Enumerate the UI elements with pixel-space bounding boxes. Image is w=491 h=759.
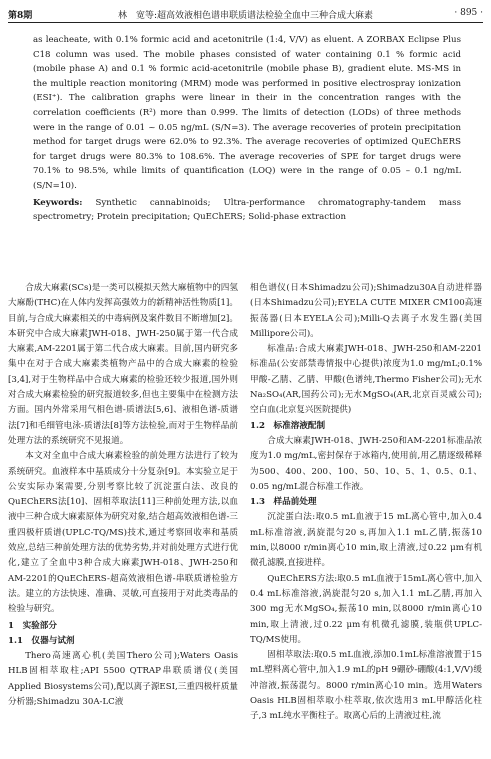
instruments-continued: 相色谱仪(日本Shimadzu公司);Shimadzu30A自动进样器(日本Shimadzu公司);EYELA CUTE MIXER CM100高速振荡器(日本EYELA公司);Milli-Q去离子水发生器(美国Millipore公司)。 xyxy=(250,283,482,339)
running-header xyxy=(8,6,483,22)
spe-paragraph: 固相萃取法:取0.5 mL血液,添加0.1mL标准溶液置于15 mL塑料离心管中,加入1.9 mL的pH 9硼砂-硼酸(4:1,V/V)缓冲溶液,振荡混匀。8000 r/min离心10 min。选用Waters Oasis HLB固相萃取小柱萃取,依次选用3 mL甲醇活化柱子,3 mL纯水平衡柱子。取离心后的上清液过柱,流 xyxy=(250,650,482,722)
abstract-text: as leacheate, with 0.1% formic acid and acetonitrile (1:4, V/V) as eluent. A ZORBAX Eclipse Plus C18 column was used. The mobile phases consisted of water containing 0.1 % formic acid (mobile phase A) and 0.1 % formic acid-acetonitrile (mobile phase B), gradient elute. MS-MS in the multiple reaction monitoring (MRM) mode was performed in positive electrospray ionization (ESI⁺). The calibration graphs were linear in their in the concentration ranges with the correlation coefficients (R²) more than 0.999. The limits of detection (LODs) of three methods were in the range of 0.01 ~ 0.05 ng/mL (S/N=3). The average recoveries of protein precipitation method for target drugs were 62.0% to 92.3%. The average recoveries of optimized QuEChERS for target drugs were 80.3% to 108.6%. The average recoveries of SPE for target drugs were 70.1% to 98.5%, while limits of quantification (LOQ) were in the range of 0.05 – 0.1 ng/mL (S/N=10). xyxy=(33,35,461,191)
instruments-paragraph: Thero高速离心机(美国Thero公司);Waters Oasis HLB固相萃取柱;API 5500 QTRAP串联质谱仪(美国Applied Biosystems公司),配以离子源ESI,三重四极杆质量分析器;Shimadzu 30A-LC液 xyxy=(8,651,238,708)
section-heading-experiment: 1 实验部分 xyxy=(8,620,57,631)
intro-paragraph-1: 合成大麻素(SCs)是一类可以模拟天然大麻植物中的四氢大麻酚(THC)在人体内发挥高强效力的新精神活性物质[1]。目前,与合成大麻素相关的中毒病例及案件数目不断增加[2]。本研究中合成大麻素JWH-018、JWH-250属于第一代合成大麻素,AM-2201属于第二代合成大麻素。目前,国内研究多集中在对于合成大麻素类植物产品中的合成大麻素的检验[3,4],对于生物样品中合成大麻素的检验还较少报道,国外则对合成大麻素检验的研究报道较多,但也主要集中在检测方法方面。国内外常采用气相色谱-质谱法[5,6]、液相色谱-质谱法[7]和毛细管电泳-质谱法[8]等方法检验,而对于生物样品前处理方法的系统研究不见报道。 xyxy=(8,283,238,446)
header-rule xyxy=(8,22,483,23)
protein-precipitation-paragraph: 沉淀蛋白法:取0.5 mL血液于15 mL离心管中,加入0.4 mL标准溶液,涡旋混匀20 s,再加入1.1 mL乙腈,振荡10 min,以8000 r/min离心10 min,取上清液,过0.22 μm有机微孔滤膜,直接进样。 xyxy=(250,512,482,569)
keywords-label: Keywords: xyxy=(33,197,83,208)
keywords-text: Synthetic cannabinoids; Ultra-performance chromatography-tandem mass spectrometry; Protein precipitation; QuEChERS; Solid-phase extraction xyxy=(33,197,461,223)
subsection-heading-sample-prep: 1.3 样品前处理 xyxy=(250,497,317,508)
running-title: 林 宽等:超高效液相色谱串联质谱法检验全血中三种合成大麻素 xyxy=(117,11,374,21)
right-column xyxy=(250,281,482,725)
quechers-paragraph: QuEChERS方法:取0.5 mL血液于15mL离心管中,加入0.4 mL标准溶液,涡旋混匀20 s,加入1.1 mL乙腈,再加入300 mg无水MgSO₄,振荡10 min,以8000 r/min离心10 min,取上清液,过0.22 μm有机微孔滤膜,装瓶供UPLC-TQ/MS使用。 xyxy=(250,573,482,645)
keywords-line xyxy=(33,196,461,225)
left-column xyxy=(8,281,238,710)
english-abstract xyxy=(33,33,461,225)
standards-paragraph: 标准品:合成大麻素JWH-018、JWH-250和AM-2201标准品(公安部禁毒情报中心提供)浓度为1.0 mg/mL;0.1%甲酸-乙腈、乙腈、甲酸(色谱纯,Thermo Fisher公司);无水Na₂SO₄(AR,国药公司);无水MgSO₄(AR,北京百灵威公司);空白血(北京复兴医院提供) xyxy=(250,344,482,416)
intro-paragraph-2: 本文对全血中合成大麻素检验的前处理方法进行了较为系统研究。血液样本中基质成分十分复杂[9]。本实验立足于公安实际办案需要,分别考察比较了沉淀蛋白法、改良的QuEChERS法[10]、固相萃取法[11]三种前处理方法,以血液中三种合成大麻素原体为研究对象,结合超高效液相色谱-三重四极杆质谱(UPLC-TQ/MS)技术,通过考察回收率和基质效应,总结三种前处理方法的优势劣势,并对前处理方式进行优化,建立了全血中3种合成大麻素JWH-018、JWH-250和AM-2201的QuEChERS-超高效液相色谱-串联质谱检验方法。建立的方法快速、准确、灵敏,可直接用于对此类毒品的检验与研究。 xyxy=(8,451,238,615)
issue-number: 第8期 xyxy=(8,11,33,21)
page-number: · 895 · xyxy=(454,8,483,18)
subsection-heading-standard-solution: 1.2 标准溶液配制 xyxy=(250,420,326,431)
standard-solution-paragraph: 合成大麻素JWH-018、JWH-250和AM-2201标准品浓度为1.0 mg/mL,密封保存于冰箱内,使用前,用乙腈逐级稀释为500、400、200、100、50、10、5、1、0.5、0.1、0.05 ng/mL混合标准工作液。 xyxy=(250,435,482,492)
subsection-heading-instruments: 1.1 仪器与试剂 xyxy=(8,635,75,646)
